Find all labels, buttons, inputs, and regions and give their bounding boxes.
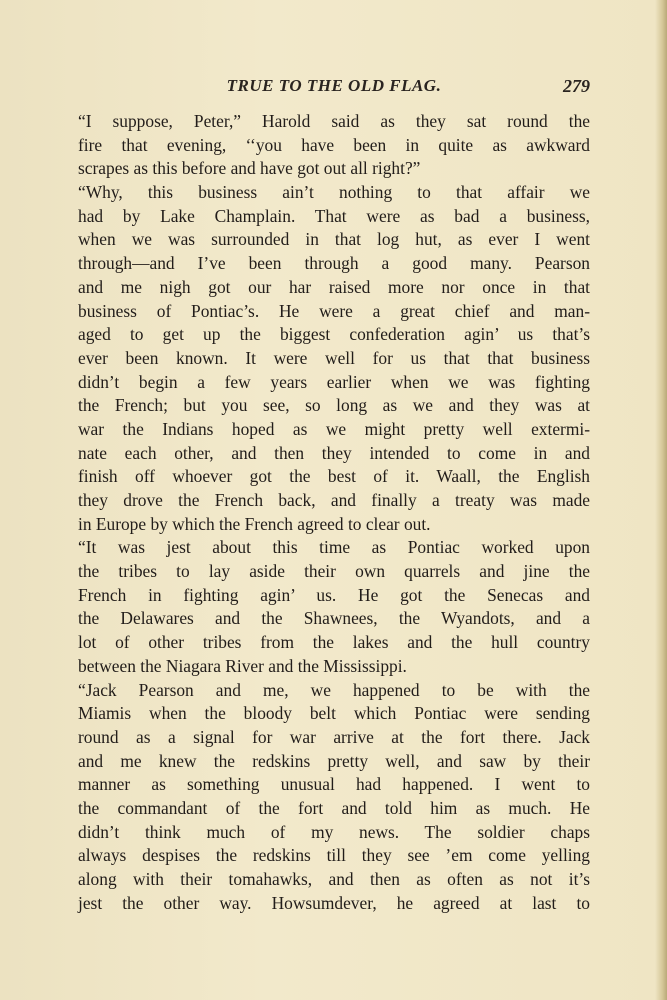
text-line: Miamis when the bloody belt which Pontiac were sending [78,703,590,724]
text-line: fire that evening, ‘‘you have been in quite as awkward [78,134,590,155]
text-line: between the Niagara River and the Mississippi. [78,655,407,676]
text-line: always despises the redskins till they see ’em come yelling [78,845,590,866]
text-line: French in fighting agin’ us. He got the Senecas and [78,584,590,605]
text-line: the tribes to lay aside their own quarrels and jine the [78,561,590,582]
text-line: finish off whoever got the best of it. Waall, the English [78,466,590,487]
text-line: manner as something unusual had happened. I went to [78,774,590,795]
text-line: jest the other way. Howsumdever, he agreed at last to [78,892,590,913]
text-line: didn’t think much of my news. The soldier chaps [78,821,590,842]
text-line: ever been known. It were well for us that that business [78,347,590,368]
text-line: the French; but you see, so long as we and they was at [78,395,590,416]
page-header [78,76,590,100]
text-line: scrapes as this before and have got out all right?” [78,158,421,179]
text-line: war the Indians hoped as we might pretty well extermi- [78,418,590,439]
text-line: through—and I’ve been through a good many. Pearson [78,253,590,274]
text-line: when we was surrounded in that log hut, as ever I went [78,229,590,250]
text-line: “It was jest about this time as Pontiac worked upon [78,537,590,558]
page-edge-shadow [655,0,667,1000]
text-line: along with their tomahawks, and then as often as not it’s [78,869,590,889]
page-number: 279 [563,76,590,96]
text-line: in Europe by which the French agreed to clear out. [78,513,431,534]
text-line: aged to get up the biggest confederation agin’ us that’s [78,324,590,345]
body-text [78,110,590,915]
text-line: “Jack Pearson and me, we happened to be with the [78,679,590,700]
text-line: “Why, this business ain’t nothing to that affair we [78,182,590,203]
text-line: nate each other, and then they intended to come in and [78,442,590,463]
text-line: round as a signal for war arrive at the fort there. Jack [78,726,590,747]
text-line: they drove the French back, and finally a treaty was made [78,490,590,510]
text-line: and me nigh got our har raised more nor once in that [78,276,590,297]
text-line: the Delawares and the Shawnees, the Wyandots, and a [78,608,590,629]
text-line: didn’t begin a few years earlier when we was fighting [78,371,590,392]
text-line: lot of other tribes from the lakes and the hull country [78,632,590,653]
running-title: TRUE TO THE OLD FLAG. [226,76,442,95]
text-line: had by Lake Champlain. That were as bad a business, [78,205,590,226]
text-line: business of Pontiac’s. He were a great chief and man- [78,300,590,321]
text-line: and me knew the redskins pretty well, and saw by their [78,750,590,771]
text-line: the commandant of the fort and told him as much. He [78,797,590,818]
text-line: “I suppose, Peter,” Harold said as they sat round the [78,111,590,131]
